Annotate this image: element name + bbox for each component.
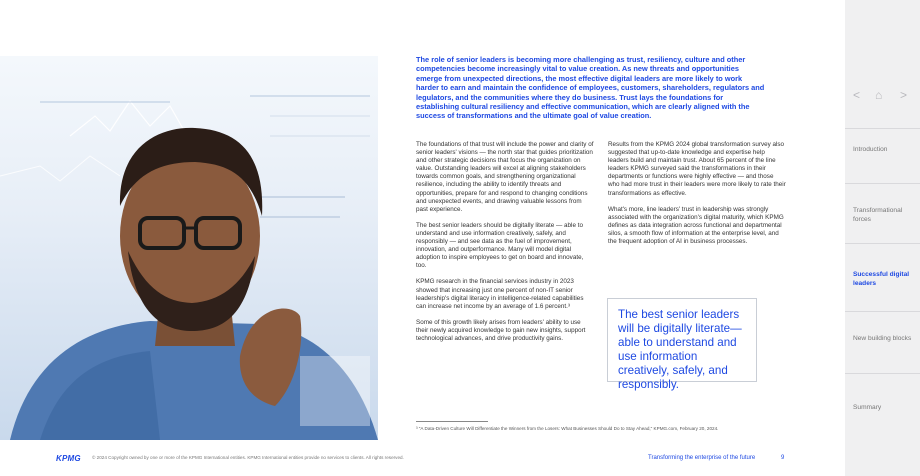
body-column-right (608, 141, 786, 254)
nav-item-summary[interactable]: Summary (853, 404, 882, 411)
body-paragraph: KPMG research in the financial services industry in 2023 showed that increasing just one percent of non-IT senior leadership's digital literacy in intelligence-related capabilities can increase net income by an average of 1.6 percent.³ (416, 278, 584, 310)
nav-item-new-building-blocks[interactable]: New building blocks (853, 335, 912, 342)
nav-divider (845, 243, 920, 244)
pull-quote: The best senior leaders will be digitally literate— able to understand and use information creatively, safely, and responsibly. (607, 298, 757, 382)
footnote: ³ "A Data-Driven Culture Will Differentiate the Winners from the Losers: What Businesses Should Do to Stay Ahead," KPMG.com, February 20, 2024. (416, 426, 719, 431)
copyright-text: © 2024 Copyright owned by one or more of the KPMG International entities. KPMG International entities provide no services to clients. All rights reserved. (92, 455, 404, 460)
chevron-left-icon[interactable]: < (853, 88, 861, 102)
chevron-right-icon[interactable]: > (900, 88, 908, 102)
body-paragraph: Some of this growth likely arises from leaders' ability to use their newly acquired knowledge to gain new insights, support technological advances, and drive productivity gains. (416, 318, 586, 342)
body-paragraph: The foundations of that trust will include the power and clarity of senior leaders' visions — the north star that guides prioritization and other strategic decisions that focus the organization on value. Outstanding leaders will excel at aligning stakeholders towards common goals, and strengthening organizational resilience, including the ability to identify threats and opportunities, prepare for and respond to changing conditions and unexpected events, and drawing valuable lessons from past experience. (416, 141, 594, 213)
body-paragraph: The best senior leaders should be digitally literate — able to understand and use information creatively, safely, and responsibly — and see data as the fuel of improvement, innovation, and outperformance. Many will model digital adoption to inspire employees to get on board and innovate, too. (416, 221, 584, 270)
body-paragraph: What's more, line leaders' trust in leadership was strongly associated with the organization's digital maturity, which KPMG defines as data integration across functional and departmental silos, a smooth flow of information at the enterprise level, and the frequent adoption of AI in business processes. (608, 205, 784, 246)
nav-divider (845, 311, 920, 312)
nav-divider (845, 128, 920, 129)
nav-item-successful-digital-leaders[interactable]: Successful digital leaders (853, 271, 910, 287)
footnote-divider (416, 421, 488, 422)
side-navigation (845, 0, 920, 476)
footer-report-title: Transforming the enterprise of the future (648, 455, 756, 461)
nav-divider (845, 373, 920, 374)
body-paragraph: Results from the KPMG 2024 global transformation survey also suggested that up-to-date knowledge and expertise help leaders build and maintain trust. About 65 percent of the line leaders KPMG surveyed said the transformations in their departments or functions were highly effective — and those who had more trust in their leaders were more likely to rate their transformations as effective. (608, 141, 786, 197)
intro-paragraph: The role of senior leaders is becoming more challenging as trust, resiliency, culture and other competencies become increasingly vital to value creation. As new threats and opportunities emerge from unexpected directions, the most effective digital leaders are more likely to work harder to earn and maintain the confidence of employees, customers, shareholders, regulators and legulators, and the communities where they do business. Trust lays the foundations for establishing cultural resiliency and effective communication, which are clearly aligned with the success of transformations and the ultimate goal of value creation. (416, 55, 765, 121)
nav-item-transformational-forces[interactable]: Transformational forces (853, 207, 903, 223)
home-icon[interactable]: ⌂ (875, 88, 883, 102)
page-number: 9 (781, 455, 785, 461)
nav-item-introduction[interactable]: Introduction (853, 146, 888, 153)
hero-photo (0, 56, 378, 440)
body-column-left (416, 141, 594, 351)
nav-divider (845, 183, 920, 184)
leader-portrait-illustration (0, 56, 378, 440)
kpmg-logo: KPMG (56, 454, 81, 463)
